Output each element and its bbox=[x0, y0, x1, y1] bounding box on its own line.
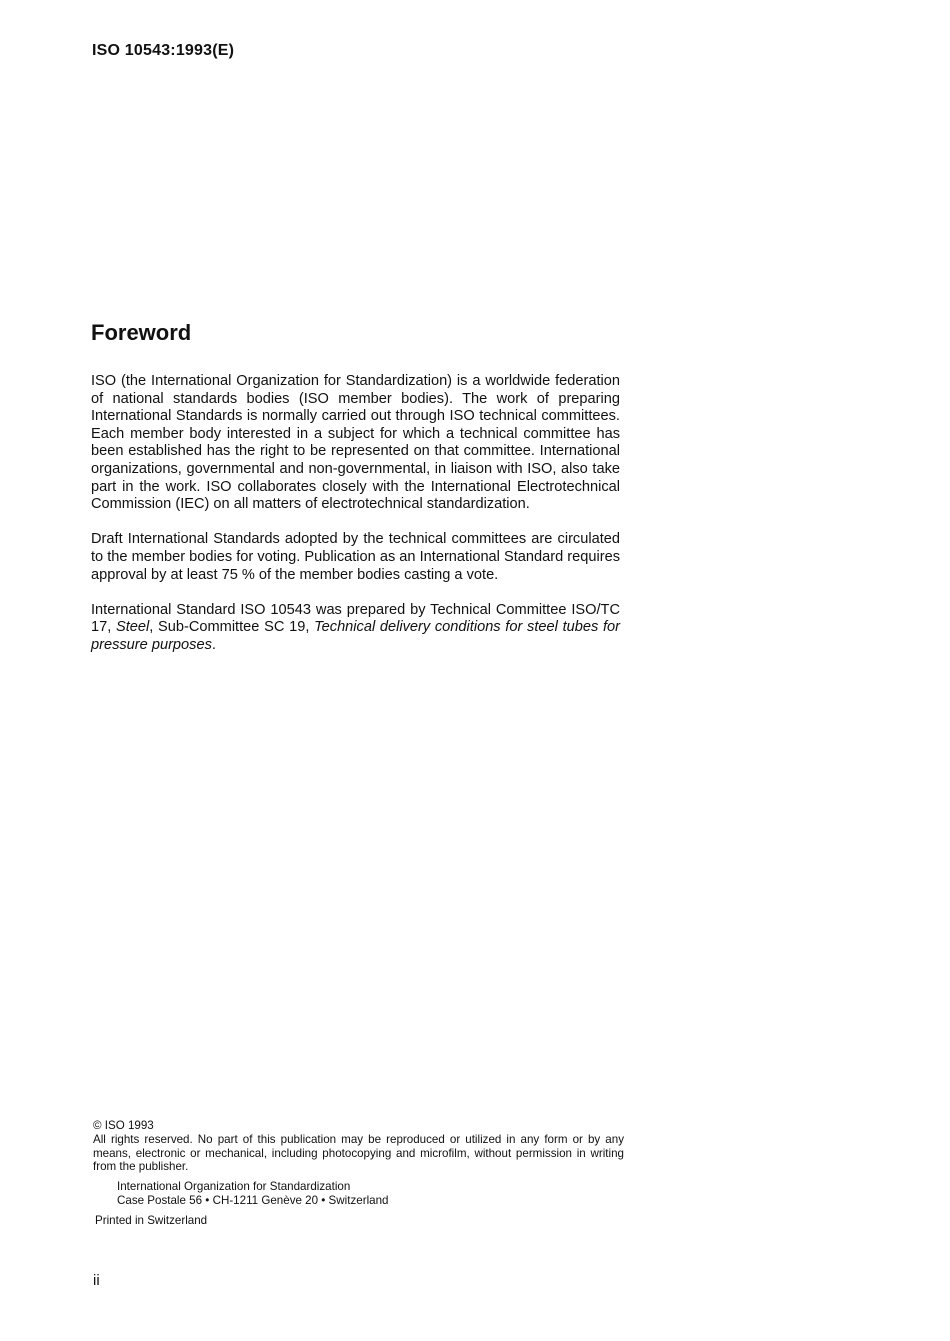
committee-text-2: , Sub-Committee SC 19, bbox=[149, 619, 315, 636]
printed-location: Printed in Switzerland bbox=[95, 1213, 208, 1227]
publisher-name: International Organization for Standardization bbox=[117, 1180, 351, 1194]
page-title: Foreword bbox=[91, 320, 192, 345]
rights-statement: All rights reserved. No part of this publication may be reproduced or utilized in any form or by any means, electronic or mechanical, including photocopying and microfilm, without permission in writing from the publisher. bbox=[93, 1132, 624, 1174]
copyright-line: © ISO 1993 bbox=[93, 1119, 154, 1132]
committee-text-end: . bbox=[211, 636, 216, 653]
publisher-address bbox=[117, 1180, 624, 1208]
paragraph-iso-description: ISO (the International Organization for Standardization) is a worldwide federation of national standards bodies (ISO member bodies). The work of preparing International Standards is normally carried out through ISO technical committees. Each member body interested in a subject for which a technical committee has been established has the right to be represented on that committee. International organizations, governmental and non-governmental, in liaison with ISO, also take part in the work. ISO collaborates closely with the International Electrotechnical Commission (IEC) on all matters of electrotechnical standardization. bbox=[91, 373, 620, 513]
paragraph-committee-info bbox=[91, 602, 620, 655]
copyright-block bbox=[93, 1119, 624, 1228]
foreword-body bbox=[91, 373, 620, 672]
page-number: ii bbox=[93, 1272, 100, 1289]
committee-name-steel: Steel bbox=[116, 619, 150, 636]
publisher-postal-address: Case Postale 56 • CH-1211 Genève 20 • Switzerland bbox=[117, 1193, 389, 1207]
subcommittee-title: Technical delivery conditions for steel tubes for pressure purposes bbox=[91, 619, 621, 653]
committee-text-1: International Standard ISO 10543 was prepared by Technical Committee ISO/TC 17, bbox=[91, 601, 620, 636]
paragraph-draft-standards: Draft International Standards adopted by the technical committees are circulated to the member bodies for voting. Publication as an International Standard requires approval by at least 75 % of the member bodies casting a vote. bbox=[91, 531, 620, 583]
document-id-header: ISO 10543:1993(E) bbox=[92, 42, 235, 59]
